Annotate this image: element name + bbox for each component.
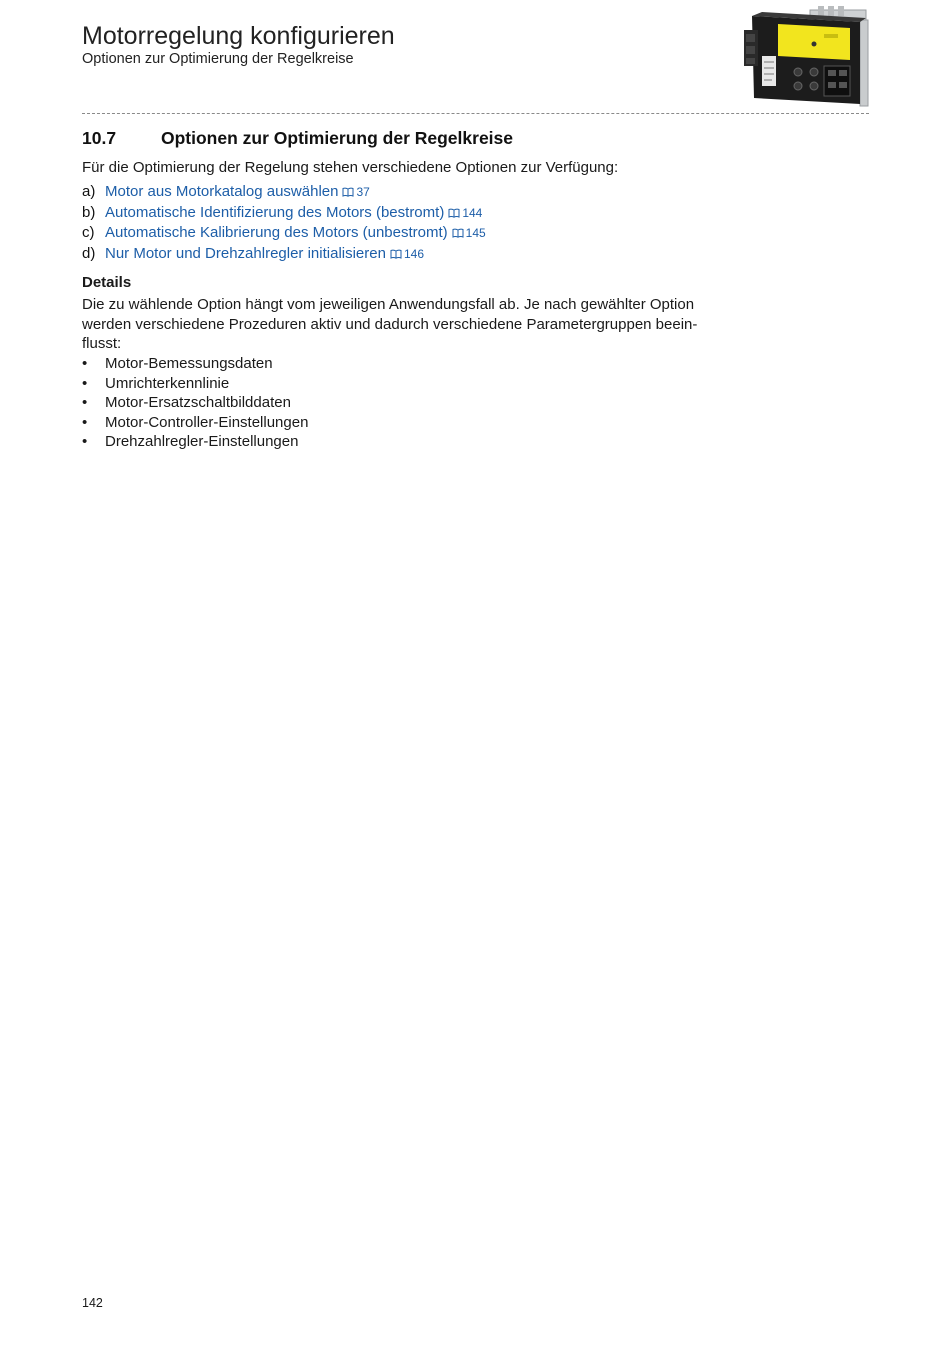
list-item-text: Drehzahlregler-Einstellungen <box>105 433 299 450</box>
details-paragraph: Die zu wählende Option hängt vom jeweiligen Anwendungsfall ab. Je nach gewählter Option werden verschiedene Prozeduren aktiv und dadurch verschiedene Parametergruppen beeinflusst: <box>82 296 698 352</box>
option-letter: c) <box>82 224 95 241</box>
list-item-text: Motor-Bemessungsdaten <box>105 355 273 372</box>
bullet-dot: • <box>82 355 88 372</box>
option-item <box>82 223 486 244</box>
book-icon <box>390 249 402 259</box>
page-reference-number: 144 <box>462 205 483 220</box>
details-heading: Details <box>82 274 132 291</box>
option-letter: a) <box>82 183 96 200</box>
option-link-initialize[interactable]: Nur Motor und Drehzahlregler initialisieren <box>105 244 386 262</box>
options-list <box>82 182 486 264</box>
book-icon <box>452 228 464 238</box>
page-reference-number: 146 <box>403 246 424 261</box>
list-item-text: Umrichterkennlinie <box>105 374 230 392</box>
page-reference-number: 37 <box>356 185 370 199</box>
list-item <box>82 413 308 433</box>
page-title: Motorregelung konfigurieren <box>82 22 395 50</box>
option-link-auto-calibration[interactable]: Automatische Kalibrierung des Motors (unbestromt) <box>105 224 448 241</box>
list-item-text: Motor-Ersatzschaltbilddaten <box>105 394 291 411</box>
option-link-auto-identification[interactable]: Automatische Identifizierung des Motors (bestromt) <box>105 203 445 221</box>
list-item <box>82 432 308 452</box>
page-subtitle: Optionen zur Optimierung der Regelkreise <box>82 51 354 67</box>
page-reference[interactable] <box>448 206 482 220</box>
book-icon <box>448 208 460 218</box>
book-icon <box>342 187 354 197</box>
bullet-dot: • <box>82 374 88 392</box>
parameter-groups-list <box>82 354 308 452</box>
bullet-dot: • <box>82 433 88 450</box>
option-item <box>82 244 486 265</box>
page-reference[interactable] <box>452 226 486 240</box>
option-link-motor-catalog[interactable]: Motor aus Motorkatalog auswählen <box>105 183 339 200</box>
section-heading <box>82 128 513 149</box>
page-reference[interactable] <box>390 247 424 261</box>
page-number: 142 <box>82 1296 103 1310</box>
section-number: 10.7 <box>82 128 117 148</box>
option-letter: b) <box>82 203 96 221</box>
page-reference-number: 145 <box>465 226 486 240</box>
device-image <box>740 6 872 110</box>
option-item <box>82 182 486 203</box>
intro-text: Für die Optimierung der Regelung stehen verschiedene Optionen zur Verfügung: <box>82 159 619 176</box>
bullet-dot: • <box>82 413 88 431</box>
bullet-dot: • <box>82 394 88 411</box>
list-item <box>82 374 308 394</box>
header-divider <box>82 113 869 114</box>
page-reference[interactable] <box>342 185 369 199</box>
section-title: Optionen zur Optimierung der Regelkreise <box>161 128 514 148</box>
list-item-text: Motor-Controller-Einstellungen <box>105 413 309 431</box>
option-item <box>82 203 486 224</box>
option-letter: d) <box>82 244 96 262</box>
list-item <box>82 354 308 374</box>
list-item <box>82 393 308 413</box>
